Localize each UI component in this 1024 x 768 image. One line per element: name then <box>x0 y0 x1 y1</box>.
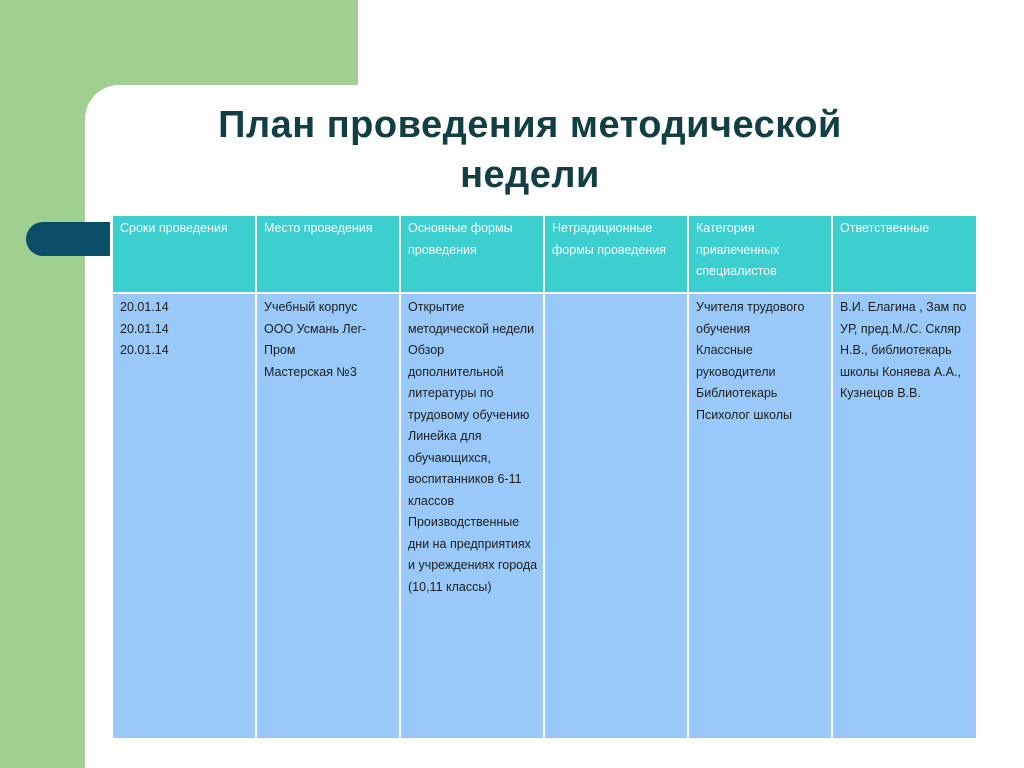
specialist-item: Психолог школы <box>696 407 793 422</box>
cell-place <box>256 293 400 739</box>
header-place: Место проведения <box>256 215 400 293</box>
slide-title <box>160 100 900 200</box>
title-line-2: недели <box>460 154 600 196</box>
header-specialists: Категория привлеченных специалистов <box>688 215 832 293</box>
table-header-row <box>112 215 977 293</box>
form-item: Открытие методической недели <box>408 300 535 336</box>
header-responsible: Ответственные <box>832 215 977 293</box>
place-item: ООО Усмань Лег-Пром <box>264 321 367 357</box>
cell-nontraditional-forms <box>544 293 688 739</box>
date-item: 20.01.14 <box>120 300 169 314</box>
cell-dates <box>112 293 256 739</box>
date-item: 20.01.14 <box>120 321 169 336</box>
place-item: Учебный корпус <box>264 300 358 314</box>
form-item: Производственные дни на предприятиях и учреждениях города (10,11 классы) <box>408 515 538 594</box>
specialist-item: Учителя трудового обучения <box>696 300 805 336</box>
cell-responsible: В.И. Елагина , Зам по УР, пред.М./С. Скляр Н.В., библиотекарь школы Коняева А.А., Кузнецов В.В. <box>832 293 977 739</box>
header-nontraditional-forms: Нетрадиционные формы проведения <box>544 215 688 293</box>
specialist-item: Библиотекарь <box>696 386 778 400</box>
cell-main-forms <box>400 293 544 739</box>
form-item: Линейка для обучающихся, воспитанников 6-11 классов <box>408 429 522 508</box>
date-item: 20.01.14 <box>120 343 169 357</box>
decorative-tab <box>26 222 110 256</box>
plan-table <box>111 214 978 740</box>
form-item: Обзор дополнительной литературы по трудовому обучению <box>408 343 530 422</box>
table-row <box>112 293 977 739</box>
title-line-1: План проведения методической <box>218 104 842 146</box>
specialist-item: Классные руководители <box>696 343 776 379</box>
header-dates: Сроки проведения <box>112 215 256 293</box>
header-main-forms: Основные формы проведения <box>400 215 544 293</box>
place-item: Мастерская №3 <box>264 364 357 379</box>
cell-specialists <box>688 293 832 739</box>
